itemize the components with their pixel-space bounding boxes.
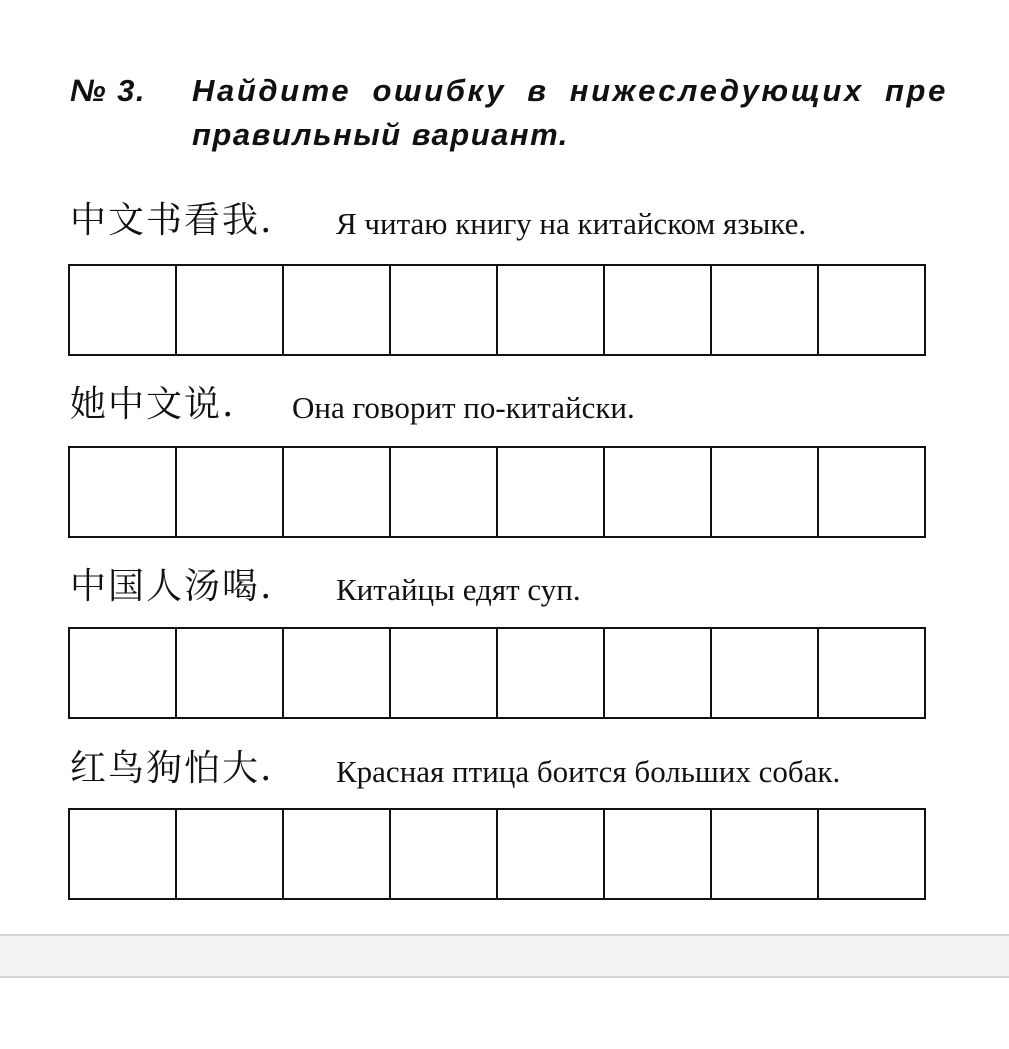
answer-cell[interactable] [712, 629, 819, 717]
answer-cell[interactable] [605, 629, 712, 717]
task-instruction-line-1: Найдите ошибку в нижеследующих пре [192, 73, 948, 108]
russian-translation: Красная птица боится больших собак. [336, 754, 841, 789]
answer-cell[interactable] [605, 266, 712, 354]
answer-cell[interactable] [391, 629, 498, 717]
answer-cell[interactable] [605, 448, 712, 536]
answer-cell[interactable] [712, 810, 819, 898]
answer-grid [68, 808, 926, 900]
answer-cell[interactable] [284, 448, 391, 536]
answer-cell[interactable] [819, 629, 924, 717]
chinese-sentence: 中国人汤喝. [70, 566, 274, 607]
answer-cell[interactable] [391, 266, 498, 354]
answer-cell[interactable] [498, 629, 605, 717]
russian-translation: Китайцы едят суп. [336, 572, 581, 607]
answer-cell[interactable] [498, 266, 605, 354]
answer-cell[interactable] [284, 629, 391, 717]
answer-cell[interactable] [712, 448, 819, 536]
chinese-sentence: 她中文说. [70, 384, 236, 425]
answer-cell[interactable] [177, 448, 284, 536]
answer-cell[interactable] [391, 810, 498, 898]
answer-grid [68, 446, 926, 538]
answer-cell[interactable] [177, 629, 284, 717]
answer-cell[interactable] [284, 266, 391, 354]
answer-cell[interactable] [498, 448, 605, 536]
task-instruction-line-2: правильный вариант. [192, 117, 569, 152]
answer-cell[interactable] [177, 810, 284, 898]
answer-cell[interactable] [70, 810, 177, 898]
answer-cell[interactable] [498, 810, 605, 898]
answer-cell[interactable] [819, 448, 924, 536]
answer-cell[interactable] [70, 448, 177, 536]
answer-cell[interactable] [819, 266, 924, 354]
answer-cell[interactable] [712, 266, 819, 354]
answer-grid [68, 627, 926, 719]
answer-cell[interactable] [819, 810, 924, 898]
answer-cell[interactable] [284, 810, 391, 898]
answer-cell[interactable] [391, 448, 498, 536]
russian-translation: Я читаю книгу на китайском языке. [336, 206, 807, 241]
answer-grid [68, 264, 926, 356]
answer-cell[interactable] [70, 266, 177, 354]
bottom-bar [0, 934, 1009, 978]
answer-cell[interactable] [70, 629, 177, 717]
answer-cell[interactable] [605, 810, 712, 898]
chinese-sentence: 红鸟狗怕大. [70, 748, 274, 789]
answer-cell[interactable] [177, 266, 284, 354]
chinese-sentence: 中文书看我. [70, 200, 274, 241]
russian-translation: Она говорит по-китайски. [292, 390, 635, 425]
task-number: № 3. [70, 73, 146, 108]
